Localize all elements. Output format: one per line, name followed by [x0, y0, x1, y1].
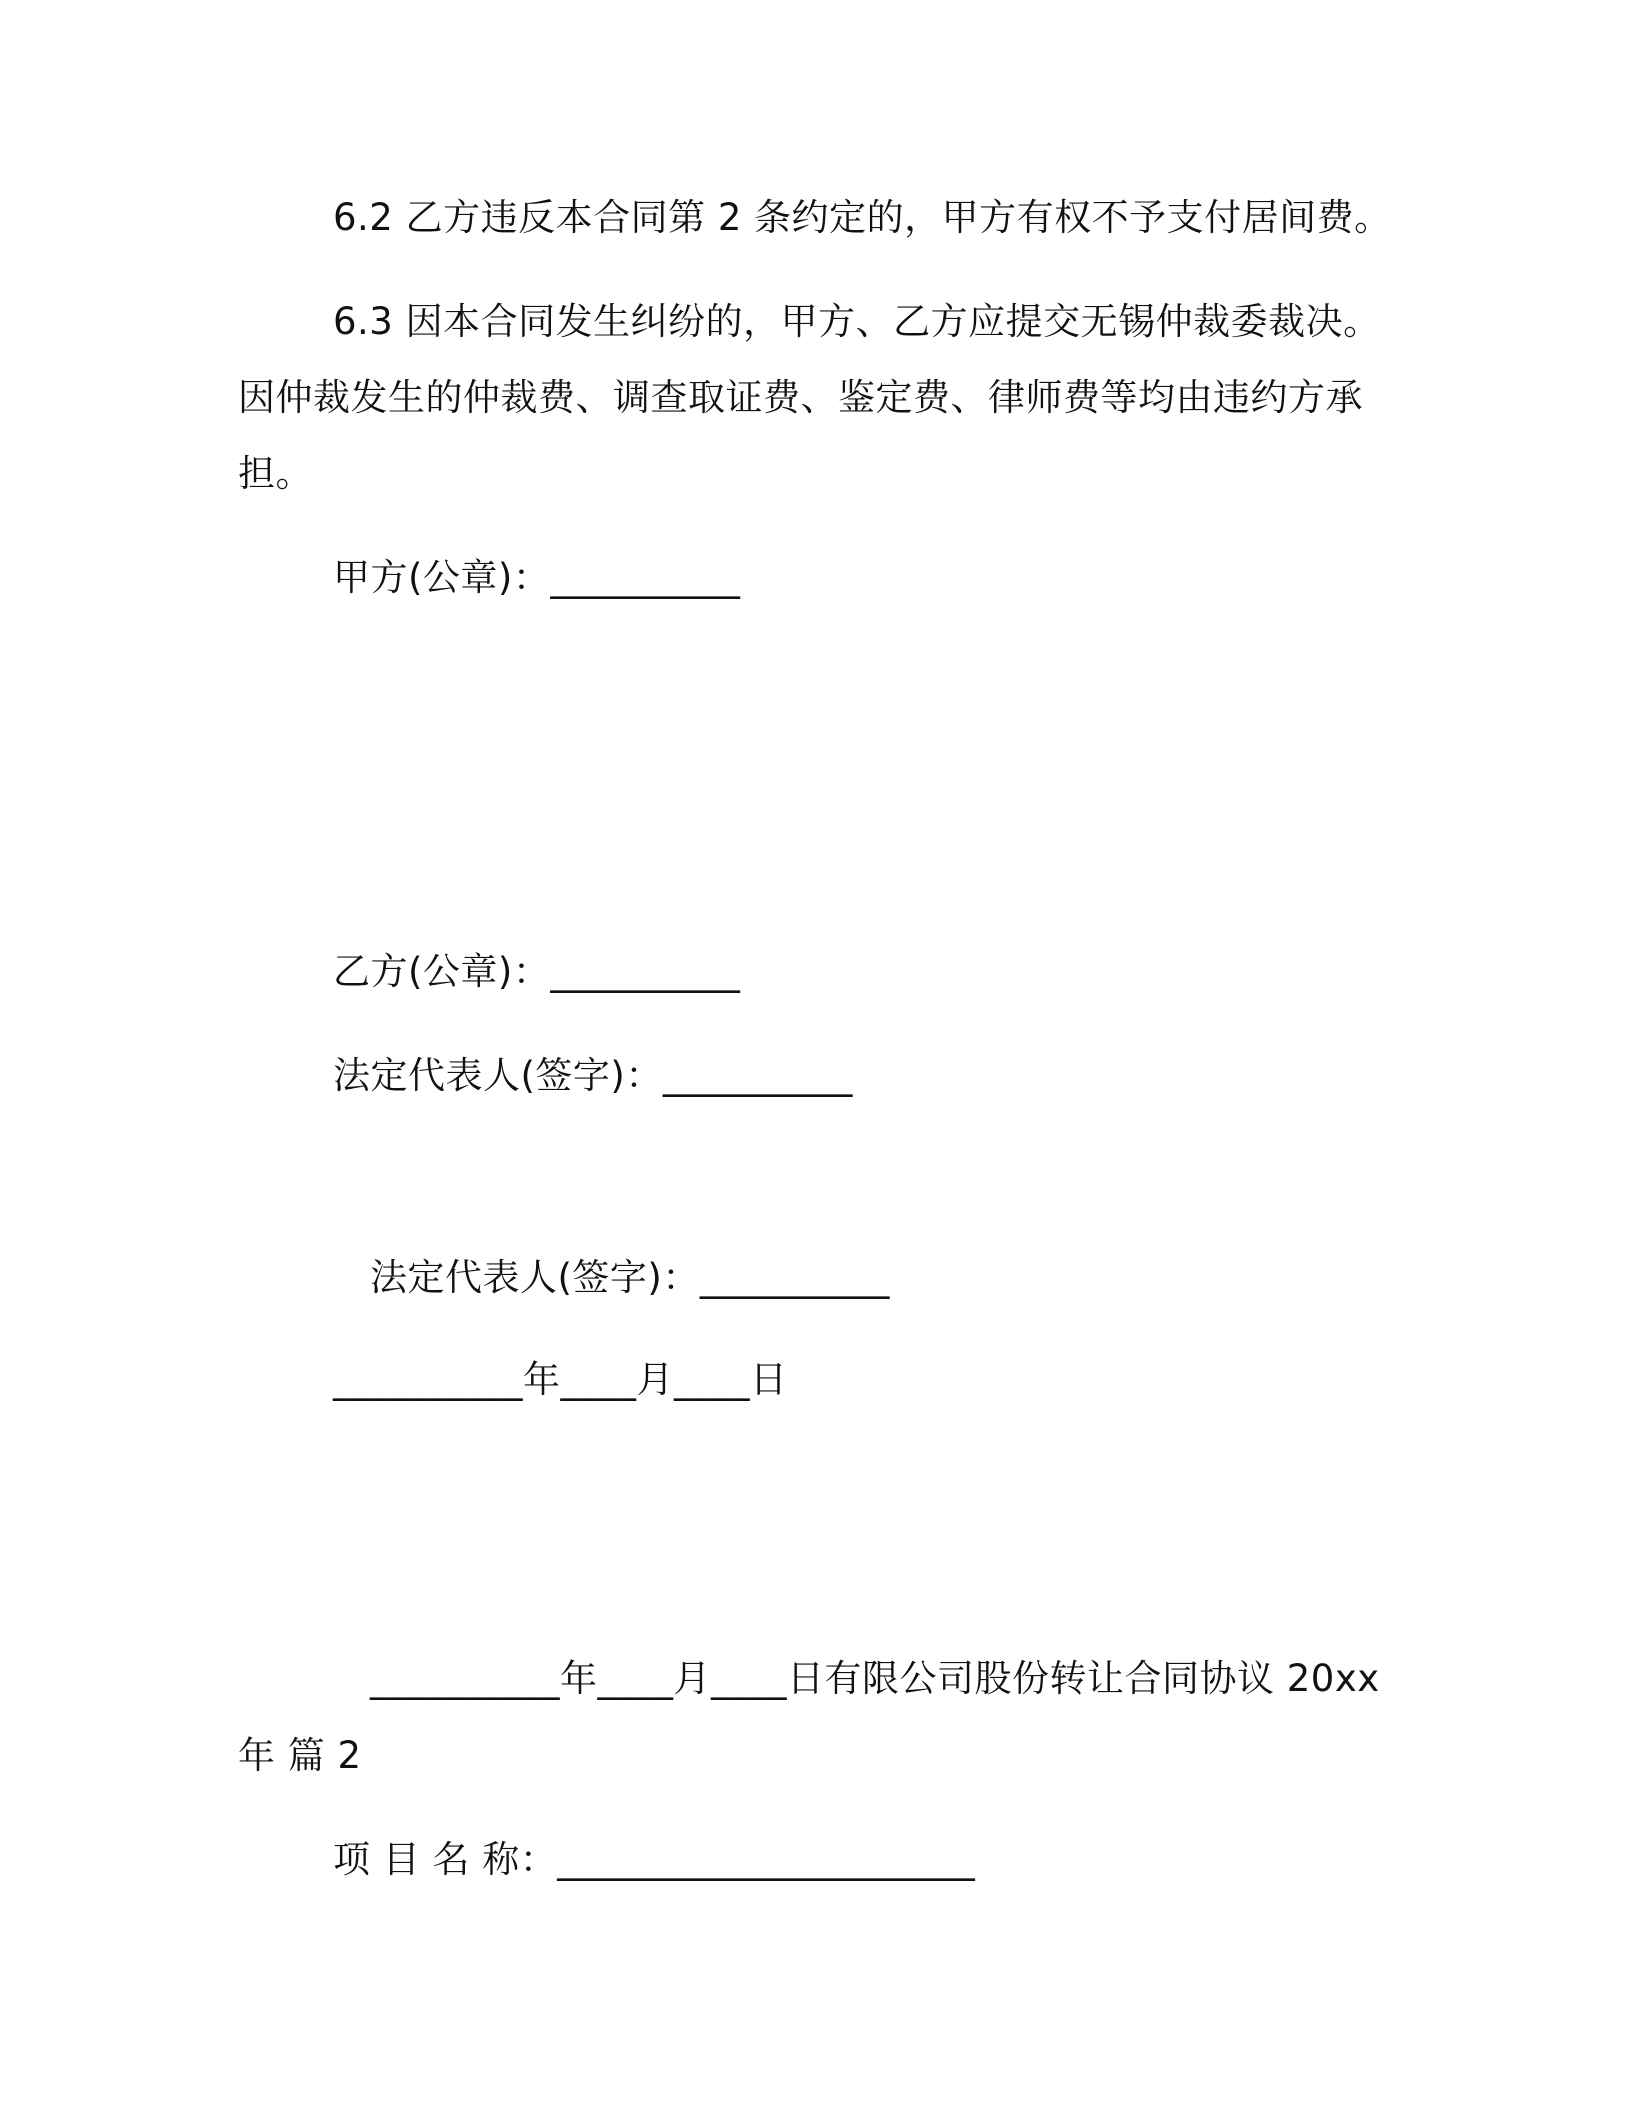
clause-6-3-line-3: 担。	[238, 452, 313, 495]
clause-6-2: 6.2 乙方违反本合同第 2 条约定的，甲方有权不予支付居间费。	[333, 196, 1392, 239]
party-a-seal-line: 甲方(公章)：__________	[333, 556, 741, 599]
date-line: __________年____月____日	[333, 1358, 788, 1401]
next-contract-title-line-1: __________年____月____日有限公司股份转让合同协议 20xx	[370, 1657, 1380, 1700]
next-contract-title-line-2: 年 篇 2	[238, 1734, 362, 1777]
party-b-seal-line: 乙方(公章)：__________	[333, 950, 741, 993]
project-name-line: 项 目 名 称：______________________	[333, 1838, 976, 1881]
clause-6-3-line-1: 6.3 因本合同发生纠纷的，甲方、乙方应提交无锡仲裁委裁决。	[333, 300, 1381, 343]
legal-rep-signature-line-2: 法定代表人(签字)：__________	[370, 1256, 890, 1299]
legal-rep-signature-line-1: 法定代表人(签字)：__________	[333, 1054, 853, 1097]
clause-6-3-line-2: 因仲裁发生的仲裁费、调查取证费、鉴定费、律师费等均由违约方承	[238, 376, 1363, 419]
